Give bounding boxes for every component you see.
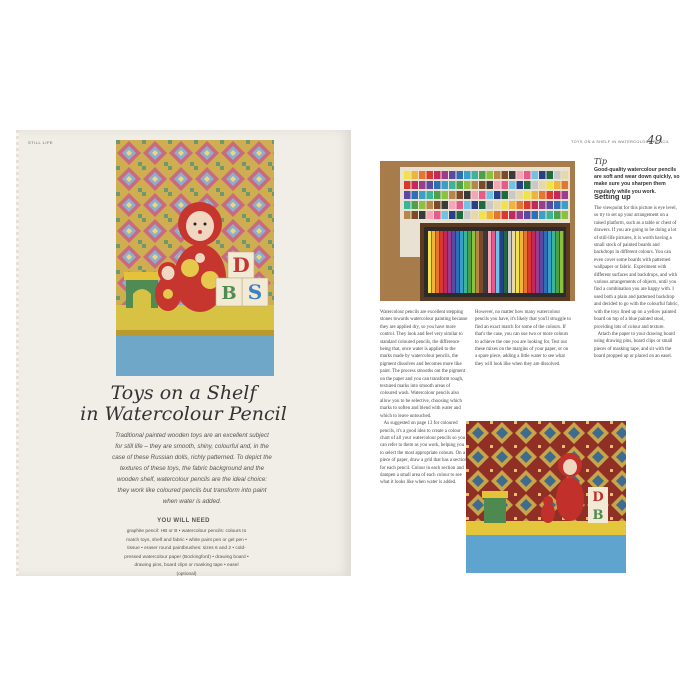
- pencil-swatch: [494, 211, 501, 219]
- pencil: [452, 231, 455, 293]
- pencil-swatch: [442, 181, 449, 189]
- pencil-swatch: [524, 201, 531, 209]
- body-col3-para1: The viewpoint for this picture is eye level, so try to set up your arrangement on a raised platform, such as a table or chest of drawers. If you are going to be doing a lot of still-life pictures, it is worth having a small stock of painted boards and backdrops in different colours. You can even cover some boards with patterned wallpaper or fabric. Experiment with different surfaces and backdrops, and with various arrangements of objects, until you find a combination you are happy with. I used both a plain and patterned backdrop and decided to go with the colourful fabric, with the toys lined up on a yellow painted board on top of a blue painted stool, providing lots of colour and texture.: [594, 206, 679, 330]
- pencil: [436, 231, 439, 293]
- pencil-swatch: [442, 211, 449, 219]
- pencil-swatch: [479, 171, 486, 179]
- pencil-swatch: [562, 201, 569, 209]
- pencil-swatch: [404, 201, 411, 209]
- pencil: [464, 231, 467, 293]
- pencil-swatch: [502, 181, 509, 189]
- pencil-swatch: [547, 201, 554, 209]
- pencil: [508, 231, 511, 293]
- pencil: [492, 231, 495, 293]
- intro-paragraph: Traditional painted wooden toys are an excellent subject for still life – they are smooth, shiny, colourful and, in the case of these Russian dolls, richly patterned. To depict the textures of these toys, the fabric background and the wooden shelf, watercolour pencils are the ideal choice: they work like coloured pencils but transform into paint when water is added.: [112, 432, 272, 505]
- pencil: [504, 231, 507, 293]
- pencil-swatch: [404, 171, 411, 179]
- pencil-swatch: [524, 181, 531, 189]
- toys-setup-photo: [466, 421, 626, 573]
- pencil: [560, 231, 563, 293]
- pencil-swatch: [502, 191, 509, 199]
- pencil-swatch: [509, 211, 516, 219]
- pencil-swatch: [502, 211, 509, 219]
- pencil-swatch: [524, 191, 531, 199]
- pencil: [444, 231, 447, 293]
- pencil-swatch: [449, 171, 456, 179]
- pencil-swatch: [554, 171, 561, 179]
- pencil-swatch: [509, 201, 516, 209]
- pencil-swatch: [427, 171, 434, 179]
- pencil-swatch: [449, 201, 456, 209]
- pencil-swatch: [554, 191, 561, 199]
- pencil-swatch: [517, 201, 524, 209]
- pencil: [456, 231, 459, 293]
- pencil-swatch: [487, 211, 494, 219]
- pencil-swatch: [427, 211, 434, 219]
- pencil: [512, 231, 515, 293]
- pencil-swatch: [539, 191, 546, 199]
- photo-block-b: B: [592, 508, 604, 523]
- pencil-swatch: [472, 181, 479, 189]
- pencil-swatch: [472, 211, 479, 219]
- pencil: [484, 231, 487, 293]
- pencil-swatch: [464, 181, 471, 189]
- pencil-swatch: [457, 201, 464, 209]
- pencil-swatch: [412, 191, 419, 199]
- pencil-swatch: [419, 201, 426, 209]
- body-column-2: However, no matter how many watercolour pencils you have, it's likely that you'll struggle to find an exact match for some of the colours. If that's the case, you can use two or more colours to achieve the one you are looking for. Test out these mixes on the margins of your paper, or on a spare piece, adding a little water to see what they will look like when they are dissolved.: [475, 310, 571, 367]
- pencil-swatch: [562, 181, 569, 189]
- pencil-swatch: [517, 171, 524, 179]
- deckle-edge: [16, 130, 19, 576]
- pencil-swatch: [547, 181, 554, 189]
- pencil-swatch: [532, 211, 539, 219]
- pencil-swatch: [539, 171, 546, 179]
- pencil-swatch: [532, 191, 539, 199]
- pencil-swatch: [412, 181, 419, 189]
- running-head-right: TOYS ON A SHELF IN WATERCOLOUR PENCIL: [571, 140, 670, 144]
- article-title-line-1: Toys on a Shelf: [110, 382, 257, 404]
- pencil-swatch: [554, 211, 561, 219]
- body-col1-para2: As suggested on page 13 for coloured pencils, it's a good idea to create a colour chart of all your watercolour pencils so you can refer to them as you work, helping you to select the most appropriate colours. On a piece of paper, draw a grid that has a section for each pencil. Colour in each section and dampen a small area of each colour to see what it looks like when water is added.: [380, 421, 467, 486]
- pencil-swatch: [509, 181, 516, 189]
- pencil-swatch: [517, 191, 524, 199]
- pencil: [544, 231, 547, 293]
- pencil-swatch: [427, 201, 434, 209]
- pencil-swatch: [412, 211, 419, 219]
- book-spread: [16, 130, 686, 576]
- body-column-1: [380, 309, 468, 487]
- pencil: [488, 231, 491, 293]
- block-letter-d: D: [232, 253, 250, 277]
- block-letter-s: S: [247, 280, 263, 304]
- running-head-left: STILL LIFE: [28, 140, 54, 145]
- pencil: [516, 231, 519, 293]
- pencil-swatch: [427, 191, 434, 199]
- body-col3-para2: Attach the paper to your drawing board using drawing pins, board clips or small pieces of masking tape, and sit with the board propped up or placed on an easel.: [594, 331, 675, 360]
- tip-heading: Tip: [594, 157, 608, 166]
- pencil: [524, 231, 527, 293]
- pencil-swatch: [449, 191, 456, 199]
- pencil-swatch: [517, 181, 524, 189]
- pencil-swatch: [419, 211, 426, 219]
- pencil: [448, 231, 451, 293]
- pencil-swatch: [472, 191, 479, 199]
- pencil-swatch: [532, 181, 539, 189]
- pencil-swatch: [509, 191, 516, 199]
- pencil-swatch: [524, 171, 531, 179]
- pencil-swatch: [502, 171, 509, 179]
- pencil-swatch: [464, 171, 471, 179]
- pencil-swatch: [434, 171, 441, 179]
- pencil-swatch: [494, 191, 501, 199]
- pencil-swatch: [539, 211, 546, 219]
- pencil-swatch: [517, 211, 524, 219]
- you-will-need-heading: YOU WILL NEED: [157, 518, 210, 524]
- pencil-swatch: [554, 201, 561, 209]
- block-letter-b: B: [221, 283, 237, 304]
- pencil-swatch: [457, 211, 464, 219]
- pencil-swatch: [442, 191, 449, 199]
- pencil-swatch: [464, 201, 471, 209]
- article-title-line-2: in Watercolour Pencil: [80, 403, 287, 425]
- pencil-swatch: [494, 201, 501, 209]
- pencil-swatch: [419, 181, 426, 189]
- finished-painting: [116, 140, 274, 376]
- left-page: [16, 130, 351, 576]
- pencil-swatch: [532, 171, 539, 179]
- pencil-swatch: [457, 191, 464, 199]
- pencil-swatch: [539, 181, 546, 189]
- right-page: [361, 130, 686, 576]
- pencil-swatch: [502, 201, 509, 209]
- pencil-swatch: [457, 171, 464, 179]
- pencil-swatch: [547, 171, 554, 179]
- pencil: [472, 231, 475, 293]
- pencil-swatch: [464, 211, 471, 219]
- setting-up-heading: Setting up: [594, 192, 631, 201]
- pencil-swatch: [547, 191, 554, 199]
- pencil-swatch: [442, 201, 449, 209]
- pencil-swatch: [554, 181, 561, 189]
- pencil-swatch: [412, 201, 419, 209]
- pencil: [432, 231, 435, 293]
- pencil: [500, 231, 503, 293]
- pencil-swatch: [539, 201, 546, 209]
- tip-text: Good-quality watercolour pencils are soft and wear down quickly, so make sure you sharpen them regularly while you work.: [594, 167, 680, 195]
- pencil-swatch: [434, 211, 441, 219]
- pencil-swatch: [524, 211, 531, 219]
- pencil: [480, 231, 483, 293]
- pencil: [476, 231, 479, 293]
- pencil: [440, 231, 443, 293]
- materials-list: graphite pencil: HB or B • watercolour pencils: colours to match toys, shelf and fabric • white paint pen or gel pen • tissue • eraser round paintbrushes: sizes 6 and 2 • cold-pressed watercolour paper (Bockingford) • drawing board • drawing pins, board clips or masking tape • easel (optional): [124, 529, 249, 577]
- pencil-swatch: [419, 171, 426, 179]
- pencil: [520, 231, 523, 293]
- pencil: [468, 231, 471, 293]
- body-col1-para1: Watercolour pencils are excellent stepping stones towards watercolour painting because they are applied dry, so you have more control. They look and feel very similar to standard coloured pencils, the difference being that, once water is applied to the marks made by watercolour pencils, the pigment dissolves and becomes more like paint. The process smooths out the pigment on the paper and you can transform rough, textured marks into smooth areas of coloured wash. Watercolour pencils also allow you to be selective, choosing which marks to soften and blend with water and which to leave untouched.: [380, 310, 468, 419]
- pencil-swatch: [487, 181, 494, 189]
- pencil-swatch: [464, 191, 471, 199]
- pencil-swatch: [509, 171, 516, 179]
- pencil-swatch: [562, 191, 569, 199]
- pencil-swatch: [472, 201, 479, 209]
- photo-block-d: D: [592, 490, 604, 505]
- pencil-swatch: [562, 211, 569, 219]
- pencil-swatch: [479, 211, 486, 219]
- pencil-swatch: [494, 181, 501, 189]
- pencil-swatch: [434, 181, 441, 189]
- pencil: [532, 231, 535, 293]
- pencil-tin-photo: [380, 161, 575, 301]
- pencil-swatch: [404, 191, 411, 199]
- pencil: [540, 231, 543, 293]
- pencil-swatch: [487, 171, 494, 179]
- pencil-swatch: [442, 171, 449, 179]
- pencil: [460, 231, 463, 293]
- pencil-swatch: [479, 191, 486, 199]
- pencil-swatch: [434, 201, 441, 209]
- page-number: 49: [647, 133, 663, 147]
- pencil-swatch: [487, 201, 494, 209]
- pencil-swatch: [487, 191, 494, 199]
- pencil-swatch: [562, 171, 569, 179]
- pencil: [428, 231, 431, 293]
- pencil-swatch: [427, 181, 434, 189]
- pencil-swatch: [404, 181, 411, 189]
- pencil-swatch: [547, 211, 554, 219]
- pencil-swatch: [434, 191, 441, 199]
- pencil-swatch: [412, 171, 419, 179]
- pencil-swatch: [449, 211, 456, 219]
- pencil-swatch: [449, 181, 456, 189]
- body-column-3: [594, 205, 680, 361]
- pencil-swatch: [404, 211, 411, 219]
- pencil: [556, 231, 559, 293]
- pencil-swatch: [472, 171, 479, 179]
- pencil-swatch: [419, 191, 426, 199]
- pencil: [528, 231, 531, 293]
- pencil: [552, 231, 555, 293]
- pencil-swatch: [457, 181, 464, 189]
- pencil: [496, 231, 499, 293]
- pencil: [548, 231, 551, 293]
- pencil-swatch: [479, 201, 486, 209]
- pencil-swatch: [494, 171, 501, 179]
- pencil-swatch: [532, 201, 539, 209]
- pencil: [536, 231, 539, 293]
- pencil-swatch: [479, 181, 486, 189]
